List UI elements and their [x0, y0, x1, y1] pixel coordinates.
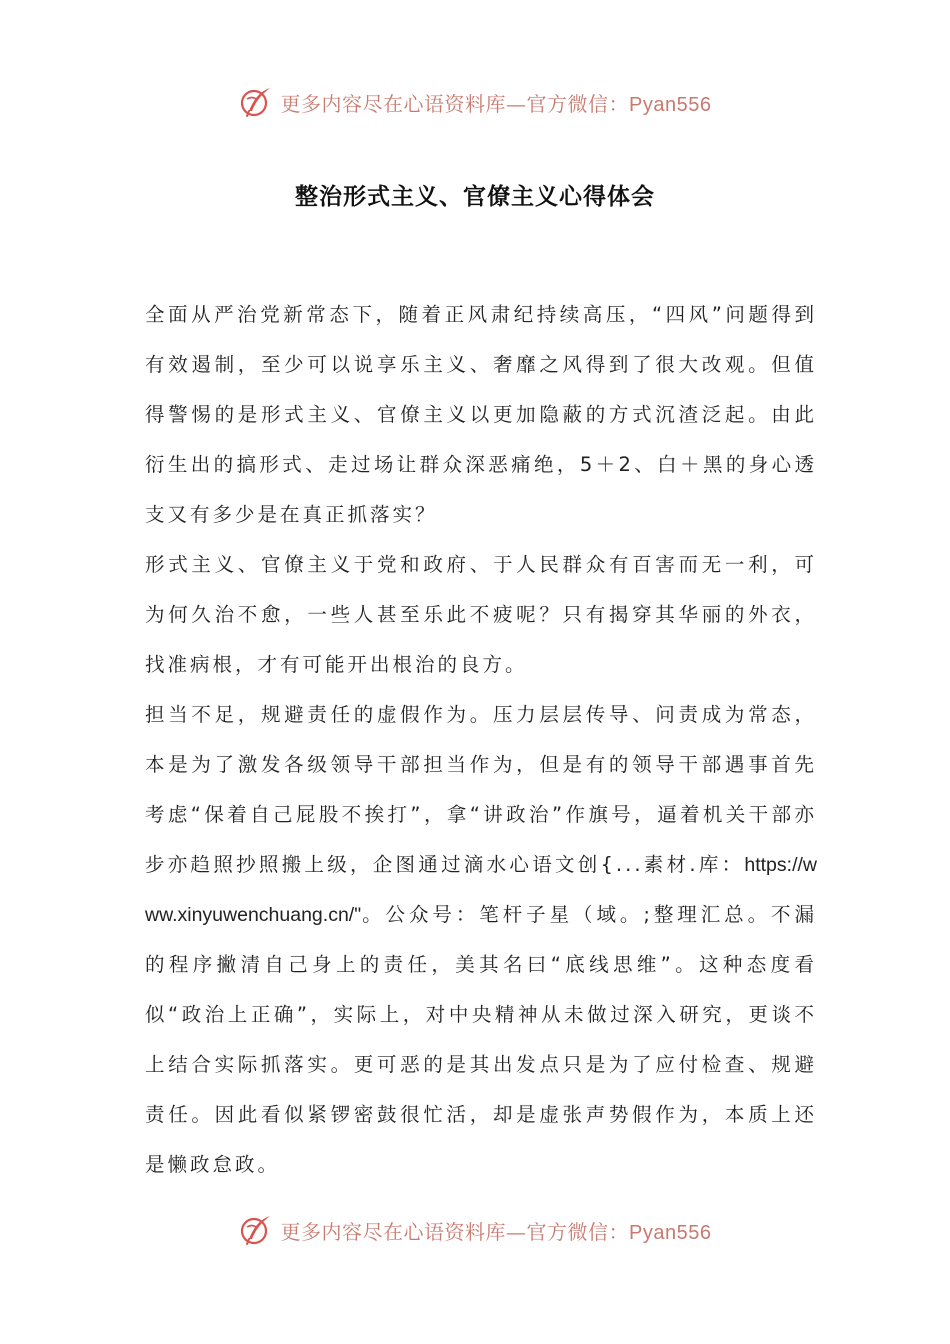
footer-watermark-banner [0, 1208, 950, 1252]
footer-banner-text: 更多内容尽在心语资料库—官方微信：Pyan556 [280, 1219, 712, 1244]
document-body [145, 290, 817, 1190]
paragraph-3-part-1: 担当不足，规避责任的虚假作为。压力层层传导、问责成为常态，本是为了激发各级领导干部担当作为，但是有的领导干部遇事首先考虑“保着自己屁股不挨打”，拿“讲政治”作旗号，逼着机关干部亦步亦趋照抄照搬上级，企图通过滴水心语文创{...素材.库： [145, 703, 817, 876]
quill-logo-icon [239, 1213, 273, 1247]
header-banner-text: 更多内容尽在心语资料库—官方微信：Pyan556 [280, 91, 712, 116]
paragraph-2: 形式主义、官僚主义于党和政府、于人民群众有百害而无一利，可为何久治不愈，一些人甚至乐此不疲呢？只有揭穿其华丽的外衣，找准病根，才有可能开出根治的良方。 [145, 553, 817, 676]
source-url-text: https://www.xinyuwenchuang.cn/" [145, 854, 817, 926]
quill-logo-icon [239, 85, 273, 119]
header-banner-handle: Pyan556 [629, 93, 712, 116]
document-title: 整治形式主义、官僚主义心得体会 [295, 183, 655, 210]
header-watermark-banner [0, 80, 950, 124]
paragraph-1: 全面从严治党新常态下，随着正风肃纪持续高压，“四风”问题得到有效遏制，至少可以说享乐主义、奢靡之风得到了很大改观。但值得警惕的是形式主义、官僚主义以更加隐蔽的方式沉渣泛起。由此衍生出的搞形式、走过场让群众深恶痛绝，5＋2、白＋黑的身心透支又有多少是在真正抓落实？ [145, 303, 817, 526]
paragraph-3 [145, 690, 817, 1190]
footer-banner-handle: Pyan556 [629, 1221, 712, 1244]
paragraph-3-part-2: 。公众号：笔杆子星（域。;整理汇总。不漏的程序撇清自己身上的责任，美其名曰“底线思维”。这种态度看似“政治上正确”，实际上，对中央精神从未做过深入研究，更谈不上结合实际抓落实。更可恶的是其出发点只是为了应付检查、规避责任。因此看似紧锣密鼓很忙活，却是虚张声势假作为，本质上还是懒政怠政。 [145, 903, 817, 1176]
